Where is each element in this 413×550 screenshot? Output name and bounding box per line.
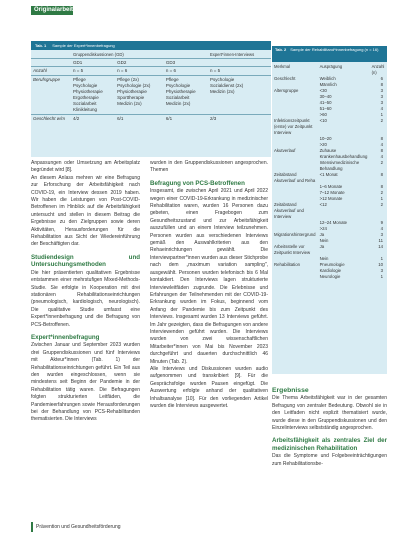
- row-label: Geschlecht w/m: [31, 115, 71, 124]
- row-value: Ja: [319, 244, 325, 249]
- row-label: Akutverlauf: [274, 148, 296, 153]
- table-row: [272, 244, 387, 256]
- row-count: 1: [380, 112, 383, 117]
- cell-text: n = 6: [117, 68, 128, 73]
- cell-text: Sozialdienst (2x): [209, 83, 244, 88]
- article-type-badge: Originalarbeit: [31, 6, 73, 15]
- row-value: Pneumologie: [319, 262, 345, 267]
- row-label: Arbeitsstelle vor Zeitpunkt Interview: [274, 244, 311, 255]
- row-count: 9: [380, 220, 383, 225]
- text-column-1: [31, 160, 140, 424]
- table-row: [272, 118, 387, 136]
- row-value: 7–12 Monate: [319, 190, 345, 195]
- cell-text: Physiotherapie: [73, 89, 103, 94]
- table-row: [272, 202, 387, 220]
- cell-text: 6/1: [165, 116, 173, 121]
- row-count: 3: [380, 268, 383, 273]
- cell-text: Psychologie: [165, 83, 191, 88]
- table-1-grid: [31, 50, 271, 123]
- row-value: Nein: [319, 256, 329, 261]
- cell-text: Sozialarbeit: [165, 95, 190, 100]
- table-1-caption: [31, 41, 271, 50]
- table-2: [272, 46, 387, 374]
- table-1-number: Tab. 1: [35, 43, 47, 48]
- cell-text: Ergotherapie: [73, 95, 99, 100]
- row-count: 8: [380, 136, 383, 141]
- cell-text: n = 5: [209, 68, 221, 73]
- row-count: 4: [380, 142, 383, 147]
- row-value: >60: [319, 112, 327, 117]
- cell-text: Pflege (2x): [117, 77, 139, 82]
- row-value: >12 Monate: [319, 196, 343, 201]
- row-value: 10–20: [319, 136, 332, 141]
- row-value: Neurologie: [319, 274, 341, 279]
- table-1-subheader: GD2: [115, 59, 164, 67]
- cell-text: Sozialarbeit: [73, 101, 97, 106]
- row-value: Intensivmedizinische Behandlung: [319, 160, 360, 171]
- row-count: 2: [380, 160, 383, 165]
- table-row: [31, 115, 271, 124]
- cell-text: 6/1: [117, 116, 124, 121]
- paragraph: Alle Interviews und Diskussionen wurden audio aufgenommen und transkribiert [9]. Für die Gesprächsfolge wurden Pausen eingefügt. Die Auswertung erfolgte anhand der qualitativen Inhaltsanalyse [10]. Für den vorliegenden Artikel wurden die Interviews ausgewertet.: [150, 365, 268, 409]
- row-count: 8: [380, 172, 383, 177]
- row-value: Männlich: [319, 82, 337, 87]
- row-count: 11: [378, 238, 383, 243]
- row-count: 10: [378, 262, 383, 267]
- section-heading: Expert*innenbefragung: [31, 333, 100, 341]
- row-count: 3: [380, 94, 383, 99]
- cell-text: Physiotherapie: [117, 89, 147, 94]
- row-label: Migrationshintergrund: [274, 232, 316, 237]
- row-count: 8: [380, 184, 383, 189]
- cell-text: Medizin (2x): [117, 101, 142, 106]
- table-row: [272, 172, 387, 184]
- row-label: [272, 160, 318, 172]
- row-count: 3: [380, 232, 383, 237]
- column-header: Merkmal: [274, 64, 291, 69]
- paragraph: Insgesamt, die zwischen April 2021 und April 2022 wegen einer COVID-19-Erkrankung in medizinischer Rehabilitation waren, wurden 16 Personen dazu gebeten, einen Fragebogen zum Gesundheitszustand und zur Arbeitsfähigkeit auszufüllen und an einem Interview teilzunehmen. Personen wurden aus verschiedenen Interviews gemäß den Auswahlkriterien aus den Rehaeinrichtungen gewählt. Die Interviewpartner*innen wurden aus dieser Stichprobe nach dem „maximum variation sampling", ausgewählt. Personen wurden telefonisch bis 6 Mal kontaktiert. Den Interviews lagen strukturierte Interviewleitfäden zugrunde. Die Erlebnisse und Erfahrungen der Teilnehmenden mit der COVID-19-Erkrankung wurden im Fokus, beginnend vom Anfang der Pandemie bis zum Zeitpunkt des Interviews. Insgesamt wurden 13 Interviews geführt. Im Jahr gezeigten, dass die Befragungen von andere Interviewenden geführt wurden. Die Interviews wurden von zwei wissenschaftlichen Mitarbeiter*innen von Mai bis November 2023 durchgeführt und dauerten durchschnittlich 46 Minuten (Tab. 2).: [150, 188, 268, 365]
- paragraph: wurden in den Gruppendiskussionen angesprochen. Themen: [150, 160, 268, 174]
- row-value: 12–24 Monate: [319, 220, 348, 225]
- row-label: [272, 274, 318, 280]
- row-count: 1: [380, 196, 383, 201]
- text-column-3: [272, 382, 387, 468]
- section-heading: Ergebnisse: [272, 387, 309, 394]
- row-value: 1–6 Monate: [319, 184, 343, 189]
- table-2-title: Sample der Rehabilitand*innenbefragung (n = 16): [290, 47, 379, 52]
- row-value: <1 Monat: [319, 172, 338, 177]
- cell-text: Klinikleitung: [73, 107, 98, 112]
- row-count: 2: [380, 118, 383, 123]
- row-label: Geschlecht: [274, 76, 296, 81]
- row-value: <12: [319, 202, 327, 207]
- cell-text: Pflege: [73, 77, 86, 82]
- row-count: 3: [380, 100, 383, 105]
- row-value: <30: [319, 88, 327, 93]
- row-value: Ja: [319, 232, 325, 237]
- table-1-subheader-row: [31, 59, 271, 67]
- row-label: Berufsgruppe: [31, 76, 71, 115]
- table-1-interviews-header: Expert*innen-Interviews: [209, 52, 255, 57]
- table-1: [31, 41, 271, 157]
- table-1-title: Sample der Expert*innenbefragung: [52, 43, 115, 48]
- table-1-group-header: Gruppendiskussionen (GD): [73, 52, 124, 57]
- row-count: 6: [380, 76, 383, 81]
- row-count: 3: [380, 88, 383, 93]
- cell-text: n = 5: [73, 68, 84, 73]
- column-header: Anzahl (n): [371, 64, 385, 75]
- row-count: 2: [380, 190, 383, 195]
- table-row: [272, 160, 387, 172]
- row-count: 8: [380, 82, 383, 87]
- row-label: Zeitabstand Akutverlauf und Interview: [274, 202, 304, 219]
- cell-text: 4/2: [73, 116, 80, 121]
- paragraph: An diesem Anlass mehren wir eine Befragung zur Erforschung der Arbeitsfähigkeit nach COVID-19, ein Interview dessen 2019 haben. Wir haben die Leistungen von Post-COVID-Betroffenen im Hinblick auf die Arbeitsfähigkeit untersucht und stellen in diesem Beitrag die Ergebnisse zu den Zielgruppen sowie deren Aktivitäten, Herausforderungen für die Rehabilitation aus Sicht der Wiedereinführung der Beschäftigten dar.: [31, 174, 140, 248]
- section-heading: Arbeitsfähigkeit als zentrales Ziel der medizinischen Rehabilitation: [272, 437, 387, 452]
- table-1-subheader: [208, 59, 271, 67]
- row-count: 14: [378, 244, 383, 249]
- table-2-body: [272, 76, 387, 280]
- row-value: 30–40: [319, 94, 332, 99]
- row-count: 4: [380, 154, 383, 159]
- row-count: 1: [380, 274, 383, 279]
- row-value: Krankenhausbehandlung: [319, 154, 368, 159]
- cell-text: Medizin (2x): [209, 89, 235, 94]
- row-count: 4: [380, 226, 383, 231]
- cell-text: 2/3: [209, 116, 217, 121]
- row-value: 41–50: [319, 100, 332, 105]
- table-row: [31, 67, 271, 76]
- table-2-grid: [272, 62, 387, 280]
- text-column-2: [150, 160, 268, 410]
- table-row: [31, 76, 271, 115]
- cell-text: Medizin (2x): [165, 101, 191, 106]
- row-value: >24: [319, 226, 327, 231]
- row-label: Anzahl: [31, 67, 71, 76]
- row-value: Zuhause: [319, 148, 337, 153]
- cell-text: Psychologie: [209, 77, 235, 82]
- row-label: Altersgruppe: [274, 88, 299, 93]
- cell-text: Psychologie (2x): [117, 83, 151, 88]
- table-1-subheader: GD1: [71, 59, 115, 67]
- section-heading: Befragung von PCS-Betroffenen: [150, 179, 245, 187]
- cell-text: Physiotherapie: [165, 89, 196, 94]
- table-row: [272, 274, 387, 280]
- row-label: Zeitabstand Akutverlauf und Reha: [274, 172, 316, 183]
- row-value: >20: [319, 142, 327, 147]
- row-label: Rehabilitation: [274, 262, 301, 267]
- row-count: 1: [380, 256, 383, 261]
- cell-text: Pflege: [165, 77, 179, 82]
- paragraph: Die Thema Arbeitsfähigkeit war in der gesamten Befragung von zentraler Bedeutung. Obwohl sie in den Leitfaden nicht explizit thematisiert wurde, wurde diese in den Gruppendiskussionen und den Einzelinterviews selbstständig angesprochen.: [272, 395, 387, 432]
- section-heading: Studiendesign und Untersuchungsmethoden: [31, 253, 140, 269]
- journal-name: Prävention und Gesundheitsförderung: [36, 524, 121, 530]
- cell-text: Sporttherapie: [117, 95, 145, 100]
- table-2-caption: [272, 46, 387, 62]
- paragraph: Anpassungen oder Umsetzung am Arbeitsplatz begründet wird [8].: [31, 160, 140, 174]
- row-count: 4: [380, 106, 383, 111]
- cell-text: Psychologie: [73, 83, 98, 88]
- row-value: Kardiologie: [319, 268, 342, 273]
- column-header: Ausprägung: [319, 64, 343, 69]
- paragraph: Zwischen Januar und September 2023 wurden drei Gruppendiskussionen und fünf Interviews mit Akteur*innen (Tab. 1) der Rehabilitationseinrichtungen geführt. Ein Teil aus den wurden eingeschlossen, wenn sie mindestens seit Beginn der Pandemie in der Rehabilitation tätig waren. Die Befragungen folgten strukturierten Leitfäden, die Pandemieerfahrungen sowie Herausforderungen bei der Behandlung von PCS-Rehabilitanden thematisierten. Die Interviews: [31, 342, 140, 423]
- paragraph: Das die Symptome und Folgebeeinträchtigungen zum Rehabilitationsbe-: [272, 453, 387, 467]
- row-count: 8: [380, 148, 383, 153]
- cell-text: n = 6: [165, 68, 176, 73]
- paragraph: Die hier präsentierten qualitativen Ergebnisse entstammen einer mehrstufigen Mixed-Methods-Studie. Sie erfolgte in Kooperation mit drei stationären Rehabilitationseinrichtungen (pneumologisch, kardiologisch, neurologisch). Die qualitative Studie umfasst eine Expert*innenbefragung und die Befragung von PCS-Betroffenen.: [31, 269, 140, 328]
- row-value: 51–60: [319, 106, 332, 111]
- row-value: <10: [319, 118, 327, 123]
- row-value: Nein: [319, 238, 329, 243]
- row-label: Infektionszeitpunkt (erste) vor Zeitpunkt Interview: [274, 118, 313, 135]
- table-2-number: Tab. 2: [275, 47, 287, 52]
- footer-accent-bar: [31, 522, 33, 532]
- page-footer: [31, 522, 271, 532]
- row-value: Weiblich: [319, 76, 336, 81]
- row-count: 2: [380, 202, 383, 207]
- table-1-subheader: GD3: [164, 59, 208, 67]
